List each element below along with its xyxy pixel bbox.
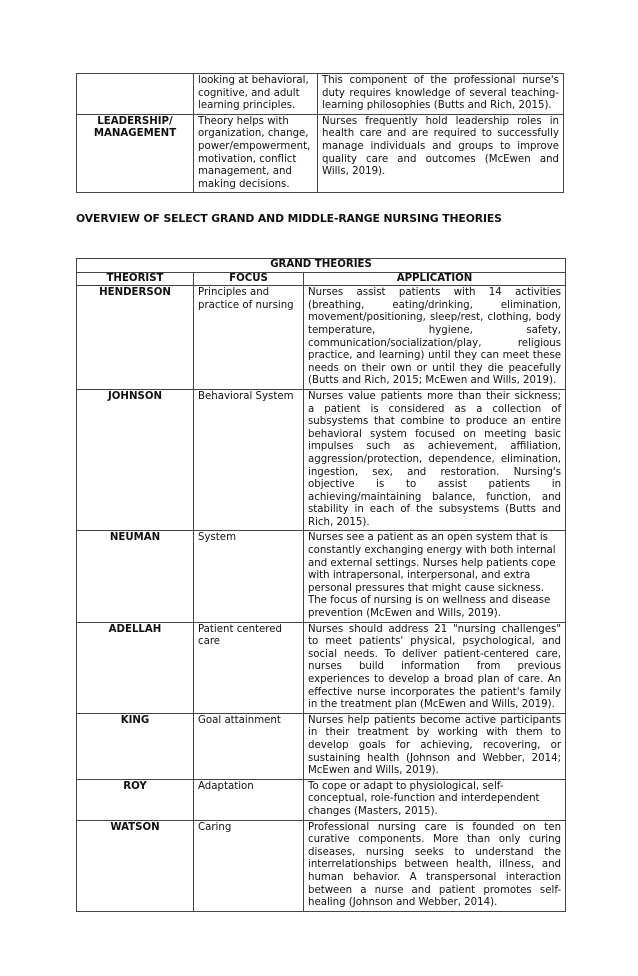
application-cell: This component of the professional nurse's duty requires knowledge of several teaching-learning philosophies (Butts and Rich, 2015). xyxy=(318,74,564,115)
application-cell: Nurses assist patients with 14 activities (breathing, eating/drinking, elimination, movement/positioning, sleep/rest, clothing, body temperature, hygiene, safety, communication/socialization/play, religious practice, and learning) until they can meet these needs on their own or until they die peacefully (Butts and Rich, 2015; McEwen and Wills, 2019). xyxy=(304,286,566,390)
theorist-cell: HENDERSON xyxy=(77,286,194,390)
theorist-cell: NEUMAN xyxy=(77,531,194,622)
section-heading: OVERVIEW OF SELECT GRAND AND MIDDLE-RANGE NURSING THEORIES xyxy=(76,212,502,225)
focus-cell: Patient centered care xyxy=(194,622,304,713)
table-row xyxy=(77,531,566,622)
theorist-cell: JOHNSON xyxy=(77,389,194,531)
table-row xyxy=(77,779,566,820)
row-label xyxy=(77,74,194,115)
focus-cell: Goal attainment xyxy=(194,713,304,779)
focus-cell: Principles and practice of nursing xyxy=(194,286,304,390)
application-cell: Nurses see a patient as an open system that is constantly exchanging energy with both internal and external settings. Nurses help patients cope with intrapersonal, interpersonal, and extra personal pressures that might cause sickness. The focus of nursing is on wellness and disease prevention (McEwen and Wills, 2019). xyxy=(304,531,566,622)
column-header-application: APPLICATION xyxy=(304,272,566,286)
table-row xyxy=(77,820,566,911)
table-title: GRAND THEORIES xyxy=(77,259,566,273)
focus-cell: System xyxy=(194,531,304,622)
grand-theories-table xyxy=(76,258,566,912)
focus-cell: Adaptation xyxy=(194,779,304,820)
column-header-focus: FOCUS xyxy=(194,272,304,286)
table-row xyxy=(77,713,566,779)
application-cell: Nurses value patients more than their sickness; a patient is considered as a collection of subsystems that combine to produce an entire behavioral system focused on meeting basic impulses such as achievement, affiliation, aggression/protection, dependence, elimination, ingestion, sex, and restoration. Nursing's objective is to assist patients in achieving/maintaining balance, function, and stability in each of the subsystems (Butts and Rich, 2015). xyxy=(304,389,566,531)
theorist-cell: KING xyxy=(77,713,194,779)
application-cell: Nurses should address 21 "nursing challenges" to meet patients' physical, psychological, and social needs. To deliver patient-centered care, nurses build information from previous experiences to develop a broad plan of care. An effective nurse incorporates the patient's family in the treatment plan (McEwen and Wills, 2019). xyxy=(304,622,566,713)
application-cell: Professional nursing care is founded on ten curative components. More than only curing diseases, nursing seeks to understand the interrelationships between health, illness, and human behavior. A transpersonal interaction between a nurse and patient promotes self-healing (Johnson and Webber, 2014). xyxy=(304,820,566,911)
table-row xyxy=(77,114,564,193)
column-header-theorist: THEORIST xyxy=(77,272,194,286)
table-row xyxy=(77,286,566,390)
table-row xyxy=(77,622,566,713)
theorist-cell: ADELLAH xyxy=(77,622,194,713)
application-cell: To cope or adapt to physiological, self-conceptual, role-function and interdependent changes (Masters, 2015). xyxy=(304,779,566,820)
header-row xyxy=(77,272,566,286)
table-row xyxy=(77,389,566,531)
application-cell: Nurses frequently hold leadership roles in health care and are required to successfully manage individuals and groups to improve quality care and outcomes (McEwen and Wills, 2019). xyxy=(318,114,564,193)
continuation-table xyxy=(76,73,564,193)
application-cell: Nurses help patients become active participants in their treatment by working with them to develop goals for achieving, recovering, or sustaining health (Johnson and Webber, 2014; McEwen and Wills, 2019). xyxy=(304,713,566,779)
table-row xyxy=(77,74,564,115)
table-title-row xyxy=(77,259,566,273)
theorist-cell: WATSON xyxy=(77,820,194,911)
focus-cell: looking at behavioral, cognitive, and adult learning principles. xyxy=(194,74,318,115)
row-label: LEADERSHIP/ MANAGEMENT xyxy=(77,114,194,193)
theorist-cell: ROY xyxy=(77,779,194,820)
focus-cell: Theory helps with organization, change, power/empowerment, motivation, conflict management, and making decisions. xyxy=(194,114,318,193)
focus-cell: Caring xyxy=(194,820,304,911)
focus-cell: Behavioral System xyxy=(194,389,304,531)
